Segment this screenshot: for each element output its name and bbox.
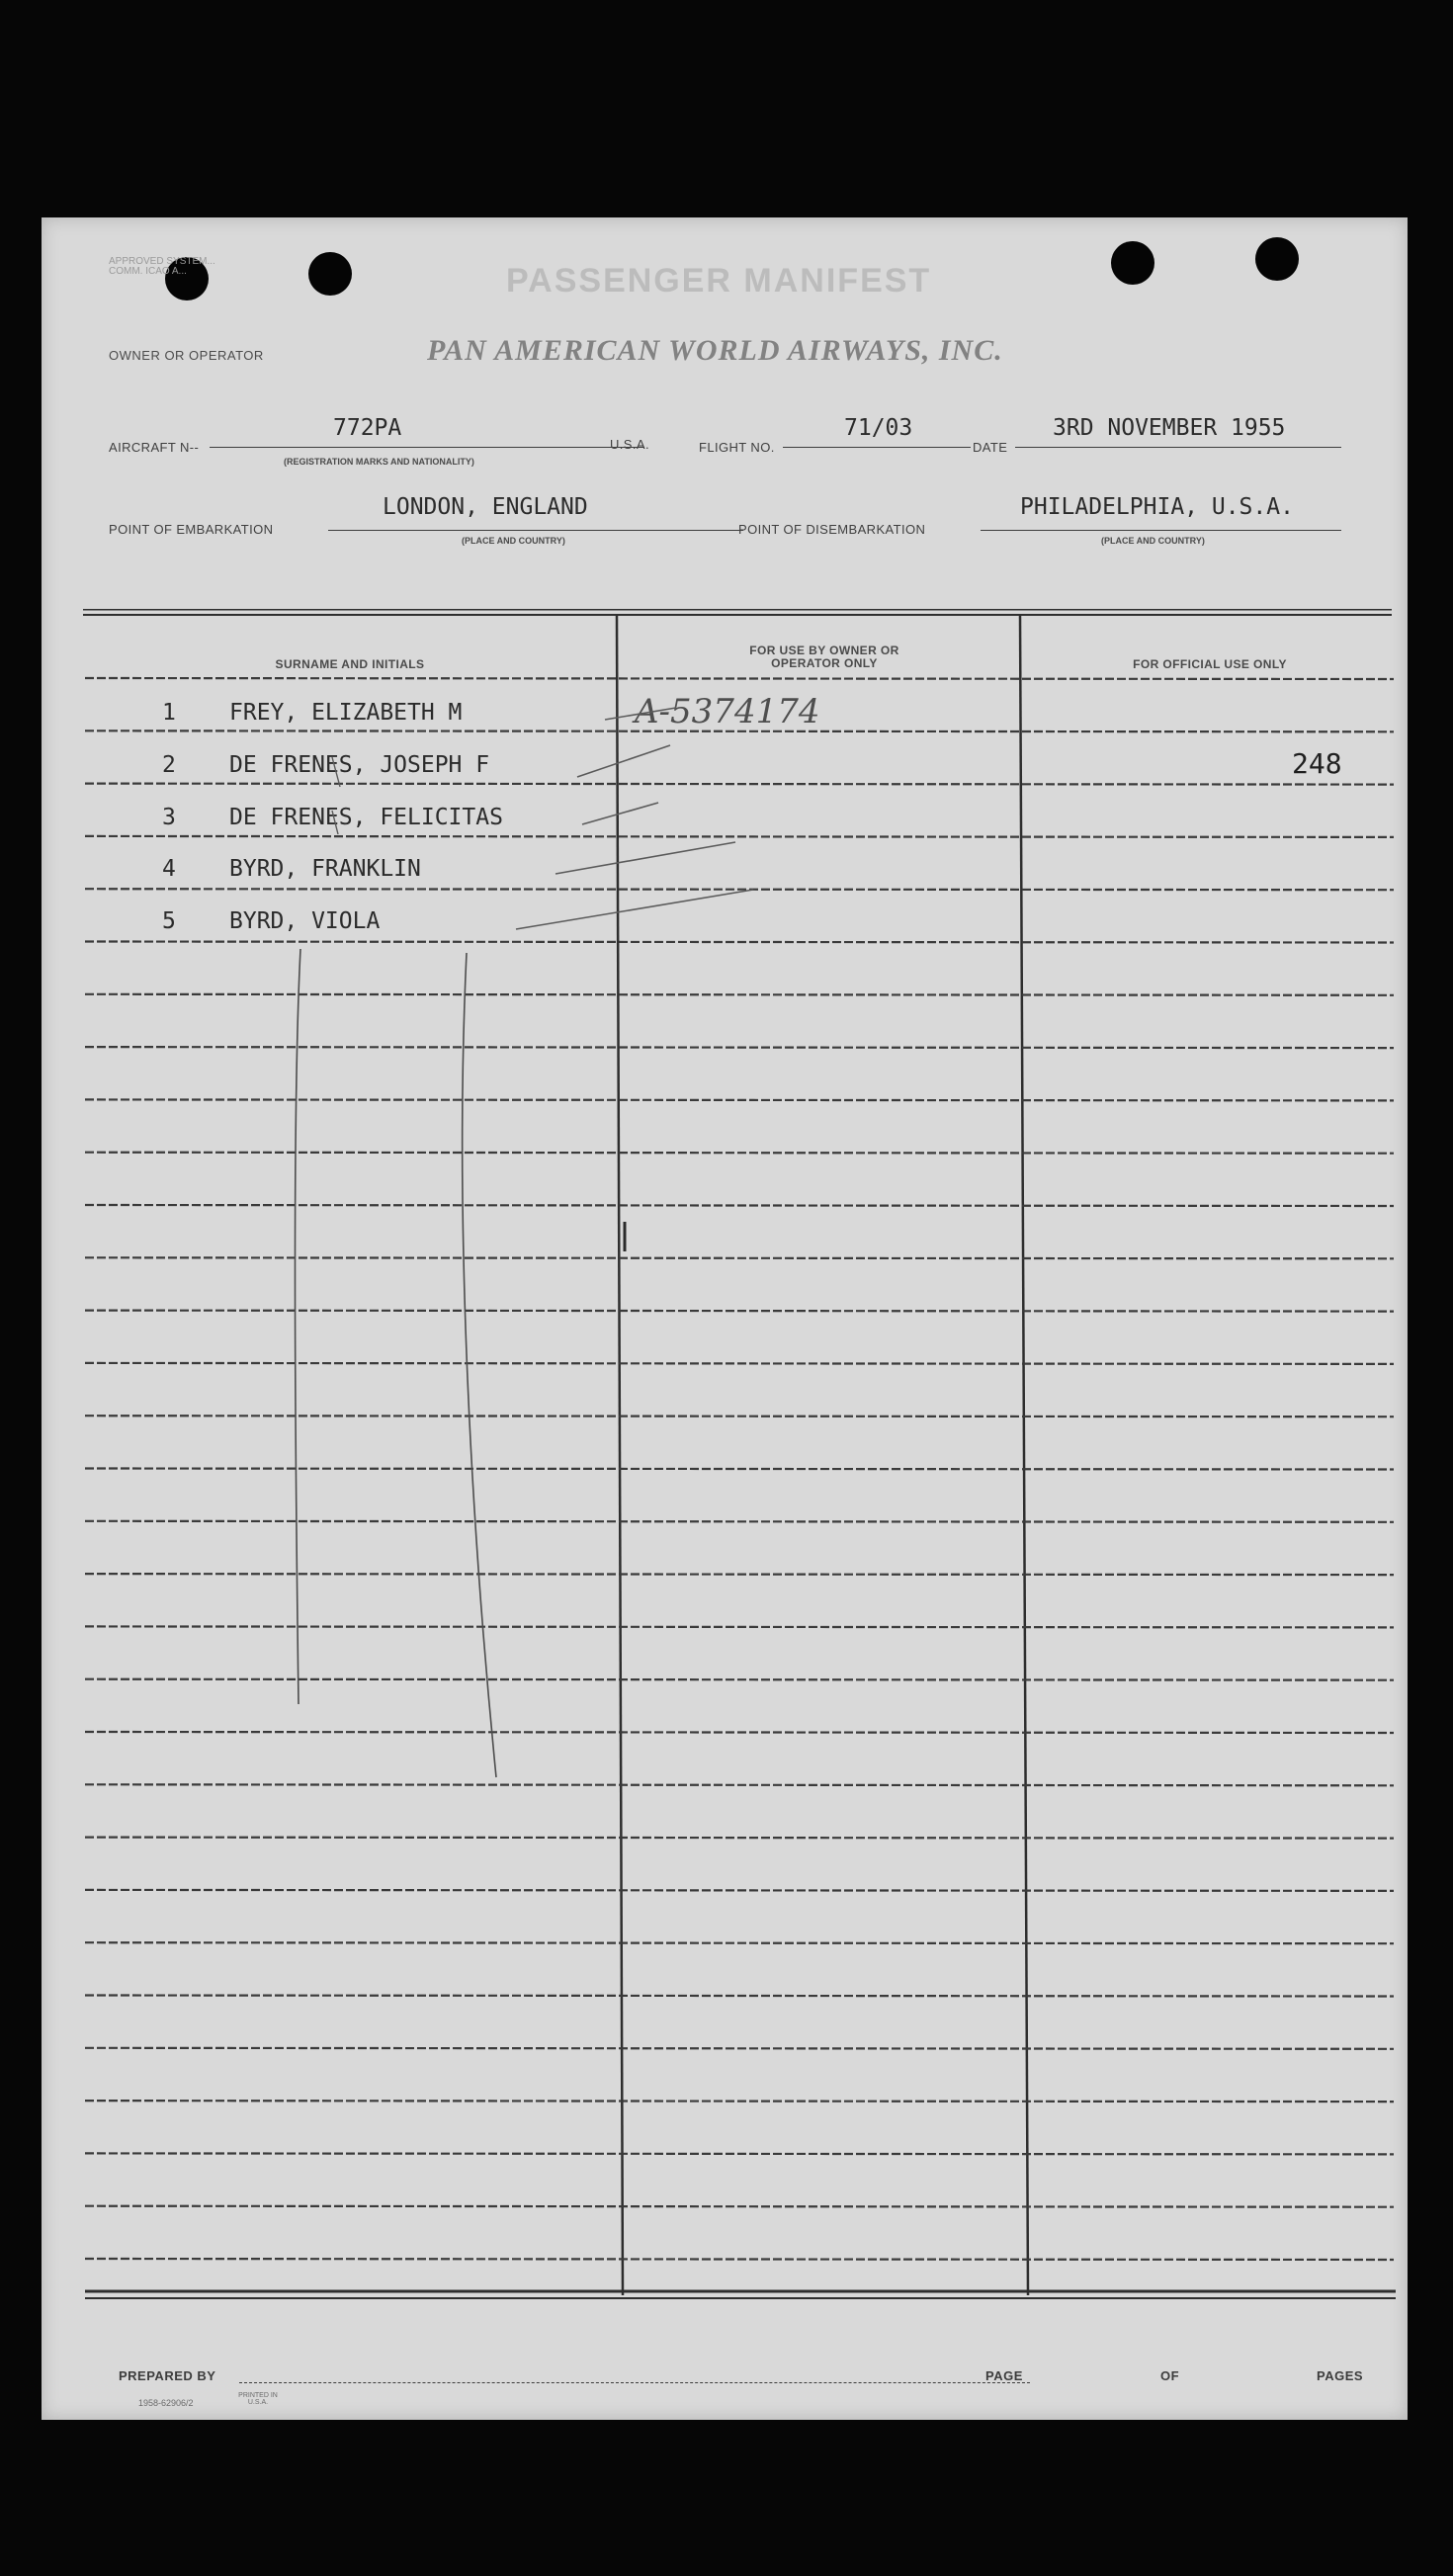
passenger-table (83, 609, 1396, 2309)
page-label: PAGE (985, 2368, 1023, 2383)
prepared-by-label: PREPARED BY (119, 2368, 216, 2383)
row-number: 1 (162, 700, 176, 726)
disembark-value: PHILADELPHIA, U.S.A. (1020, 494, 1294, 520)
prepared-by-underline (239, 2382, 1030, 2383)
pages-label: PAGES (1317, 2368, 1364, 2383)
embark-value: LONDON, ENGLAND (383, 494, 588, 520)
pencil-check-mark (582, 803, 658, 824)
date-underline (1015, 447, 1341, 448)
approval-stamp-text: APPROVED SYSTEM... COMM. ICAO A... (109, 256, 215, 277)
usa-label: U.S.A. (610, 437, 649, 452)
pencil-marks (83, 609, 1396, 2309)
pencil-check-mark (516, 890, 753, 929)
row-number: 4 (162, 856, 176, 882)
manifest-sheet (42, 217, 1408, 2420)
punch-hole (1255, 237, 1299, 281)
row-number: 2 (162, 752, 176, 778)
pencil-check-mark (556, 842, 735, 874)
pencil-mark (332, 757, 340, 787)
official-use-column-header: FOR OFFICIAL USE ONLY (1133, 657, 1287, 671)
pencil-vertical-line (463, 953, 496, 1777)
aircraft-underline (210, 447, 644, 448)
official-note: 248 (1292, 747, 1342, 780)
passenger-name: BYRD, VIOLA (229, 908, 381, 934)
owner-note-handwritten: A-5374174 (635, 692, 820, 731)
passenger-name: FREY, ELIZABETH M (229, 700, 463, 726)
punch-hole (308, 252, 352, 296)
form-number: 1958-62906/2 (138, 2398, 194, 2408)
embark-label: POINT OF EMBARKATION (109, 522, 274, 537)
owner-label: OWNER OR OPERATOR (109, 348, 264, 363)
document-title: PASSENGER MANIFEST (506, 262, 932, 300)
passenger-name: DE FRENES, FELICITAS (229, 805, 503, 830)
date-value: 3RD NOVEMBER 1955 (1053, 415, 1286, 441)
owner-use-column-header: FOR USE BY OWNER OR OPERATOR ONLY (749, 644, 899, 670)
pencil-mark (332, 811, 338, 834)
date-label: DATE (973, 440, 1008, 455)
embark-sublabel: (PLACE AND COUNTRY) (462, 536, 565, 546)
pencil-check-mark (577, 745, 670, 777)
surname-column-header: SURNAME AND INITIALS (275, 657, 425, 671)
of-label: OF (1160, 2368, 1180, 2383)
printer-stamp: PRINTED IN U.S.A. (238, 2392, 278, 2406)
disembark-sublabel: (PLACE AND COUNTRY) (1101, 536, 1205, 546)
registration-sublabel: (REGISTRATION MARKS AND NATIONALITY) (284, 457, 474, 467)
punch-hole (1111, 241, 1154, 285)
flight-underline (783, 447, 971, 448)
disembark-label: POINT OF DISEMBARKATION (738, 522, 926, 537)
passenger-name: BYRD, FRANKLIN (229, 856, 421, 882)
disembark-underline (981, 530, 1341, 531)
row-number: 3 (162, 805, 176, 830)
aircraft-label: AIRCRAFT N-- (109, 440, 200, 455)
embark-underline (328, 530, 743, 531)
passenger-name: DE FRENES, JOSEPH F (229, 752, 490, 778)
row-number: 5 (162, 908, 176, 934)
flight-value: 71/03 (844, 415, 913, 441)
flight-label: FLIGHT NO. (699, 440, 775, 455)
owner-name: PAN AMERICAN WORLD AIRWAYS, INC. (427, 334, 1003, 367)
aircraft-value: 772PA (333, 415, 402, 441)
pencil-check-mark (605, 708, 676, 720)
pencil-vertical-line (296, 949, 301, 1704)
